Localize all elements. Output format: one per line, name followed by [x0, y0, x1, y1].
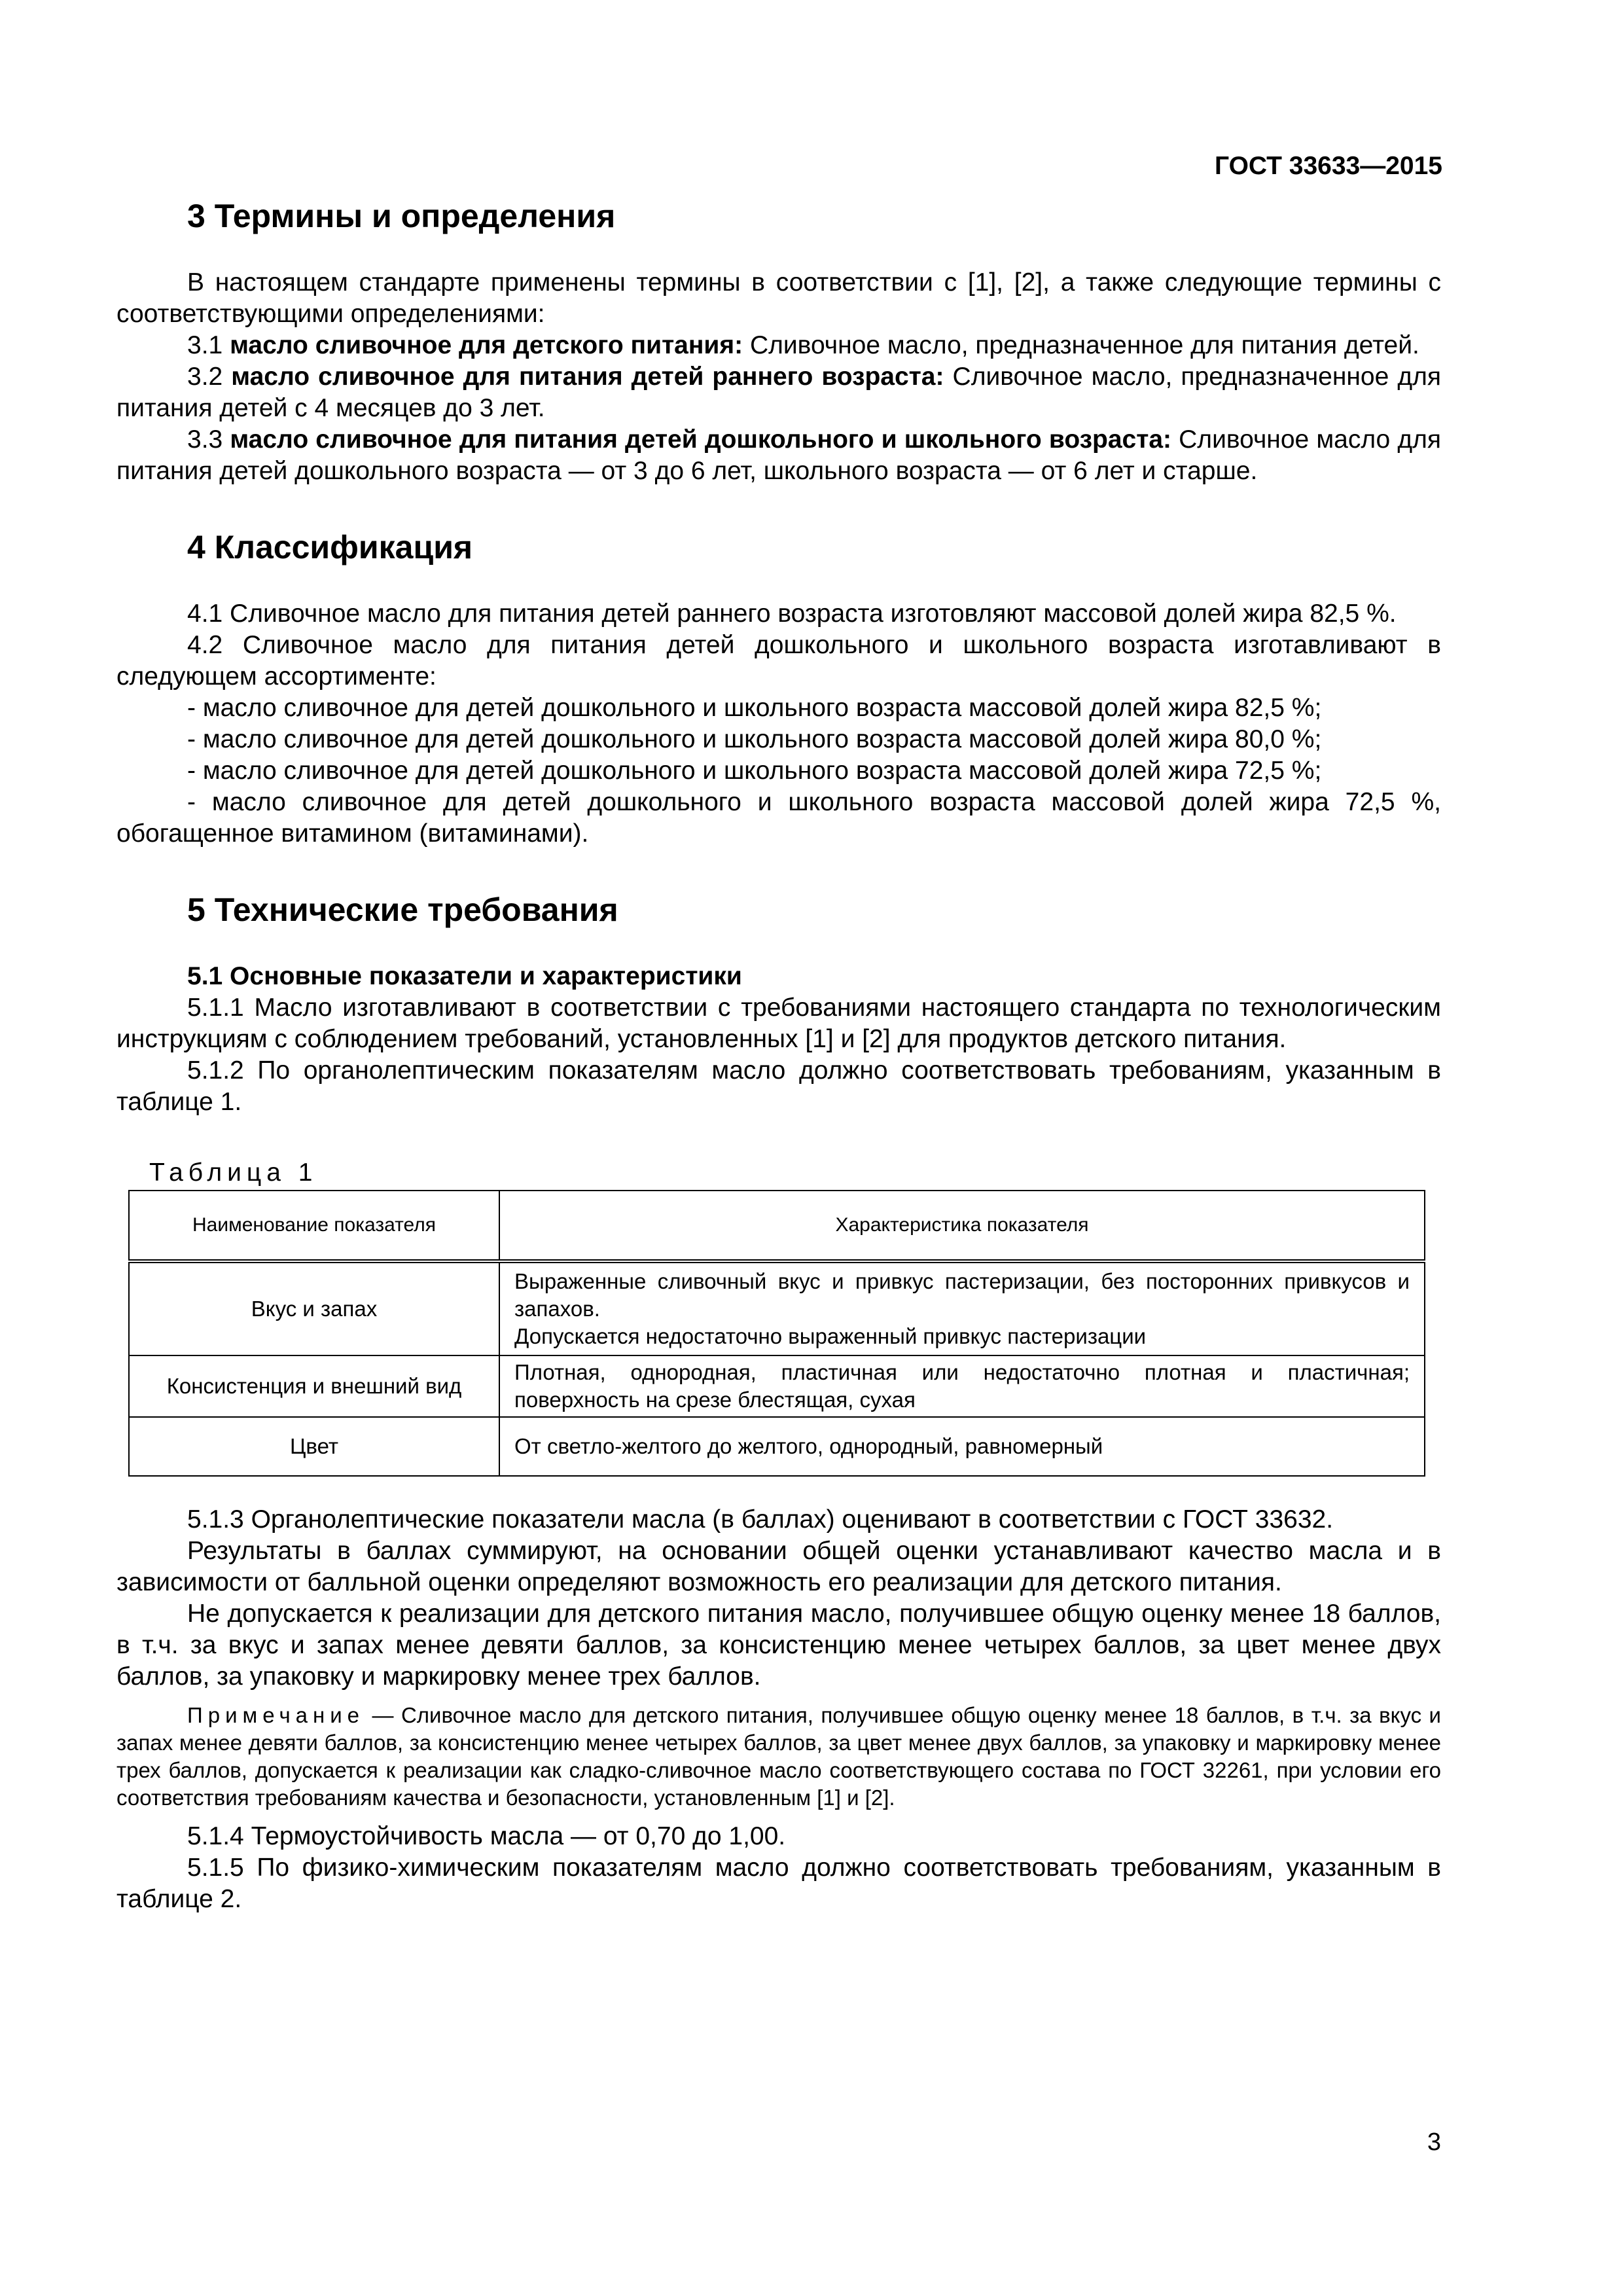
clause-5-1-1: 5.1.1 Масло изготавливают в соответствии с требованиями настоящего стандарта по технологическим инструкциям с соблюдением требований, установленных [1] и [2] для продуктов детского питания.: [116, 994, 1441, 1053]
note: [116, 1702, 1441, 1812]
table-cell-name: Цвет: [129, 1417, 499, 1476]
section-3-intro: В настоящем стандарте применены термины в соответствии с [1], [2], а также следующие термины с соответствующими определениями:: [116, 268, 1441, 328]
clause-5-1-2: 5.1.2 По органолептическим показателям масло должно соответствовать требованиям, указанным в таблице 1.: [116, 1056, 1441, 1116]
page-number: 3: [1427, 2128, 1441, 2156]
not-allowed-paragraph: Не допускается к реализации для детского питания масло, получившее общую оценку менее 18 баллов, в т.ч. за вкус и запах менее девяти баллов, за консистенцию менее четырех баллов, за цвет менее двух баллов, за упаковку и маркировку менее трех баллов.: [116, 1600, 1441, 1691]
term-3-3: [116, 424, 1441, 487]
clause-5-1-4: 5.1.4 Термоустойчивость масла — от 0,70 до 1,00.: [187, 1822, 786, 1850]
table-cell-name: Консистенция и внешний вид: [129, 1355, 499, 1417]
term-3-2-number: 3.2: [187, 363, 232, 391]
note-label: Примечание: [187, 1703, 365, 1727]
table-cell-value-line: Выраженные сливочный вкус и привкус пастеризации, без посторонних привкусов и запахов.: [514, 1269, 1410, 1321]
assortment-item: - масло сливочное для детей дошкольного и школьного возраста массовой долей жира 80,0 %;: [187, 725, 1322, 753]
term-3-3-term: масло сливочное для питания детей дошкольного и школьного возраста:: [230, 425, 1172, 454]
table-cell-value-line: Допускается недостаточно выраженный привкус пастеризации: [514, 1324, 1147, 1348]
table-row: [129, 1417, 1425, 1476]
table-cell-value: Плотная, однородная, пластичная или недостаточно плотная и пластичная; поверхность на срезе блестящая, сухая: [499, 1355, 1425, 1417]
term-3-1-definition: Сливочное масло, предназначенное для питания детей.: [743, 331, 1419, 359]
table-row: [129, 1261, 1425, 1355]
table-1-caption: Таблица 1: [149, 1158, 318, 1187]
assortment-item: - масло сливочное для детей дошкольного и школьного возраста массовой долей жира 82,5 %;: [187, 694, 1322, 722]
term-3-1-term: масло сливочное для детского питания:: [230, 331, 743, 359]
table-cell-value: [499, 1261, 1425, 1355]
table-1: [128, 1190, 1425, 1477]
document-body: [116, 196, 1441, 1915]
section-5-title: 5 Технические требования: [187, 891, 618, 928]
results-paragraph: Результаты в баллах суммируют, на основании общей оценки устанавливают качество масла и в зависимости от балльной оценки определяют возможность его реализации для детского питания.: [116, 1537, 1441, 1596]
clause-4-2: 4.2 Сливочное масло для питания детей дошкольного и школьного возраста изготавливают в следующем ассортименте:: [116, 631, 1441, 691]
term-3-1: [116, 330, 1441, 361]
table-cell-value: От светло-желтого до желтого, однородный, равномерный: [499, 1417, 1425, 1476]
subsection-5-1-title: 5.1 Основные показатели и характеристики: [187, 962, 742, 990]
document-code: ГОСТ 33633—2015: [1215, 152, 1442, 180]
table-row: [129, 1355, 1425, 1417]
term-3-2-term: масло сливочное для питания детей раннего возраста:: [231, 363, 944, 391]
assortment-item: - масло сливочное для детей дошкольного и школьного возраста массовой долей жира 72,5 %, обогащенное витамином (витаминами).: [116, 788, 1441, 848]
term-3-2: [116, 361, 1441, 424]
section-4-title: 4 Классификация: [187, 529, 473, 565]
term-3-3-number: 3.3: [187, 425, 230, 454]
table-cell-name: Вкус и запах: [129, 1261, 499, 1355]
term-3-1-number: 3.1: [187, 331, 230, 359]
note-text: — Сливочное масло для детского питания, получившее общую оценку менее 18 баллов, в т.ч. за вкус и запах менее девяти баллов, за консистенцию менее четырех баллов, за цвет менее двух баллов, за упаковку и маркировку менее трех баллов, допускается к реализации как сладко-сливочное масло соответствующего состава по ГОСТ 32261, при условии его соответствия требованиям качества и безопасности, установленным [1] и [2].: [116, 1703, 1441, 1810]
clause-5-1-3: 5.1.3 Органолептические показатели масла (в баллах) оценивают в соответствии с ГОСТ 33632.: [187, 1505, 1334, 1534]
table-header-name: Наименование показателя: [129, 1191, 499, 1261]
term-3-3-definition: Сливочное масло для питания детей дошкольного возраста — от 3 до 6 лет, школьного возраста — от 6 лет и старше.: [116, 425, 1441, 485]
clause-4-1: 4.1 Сливочное масло для питания детей раннего возраста изготовляют массовой долей жира 82,5 %.: [187, 600, 1397, 628]
section-3-title: 3 Термины и определения: [187, 198, 616, 234]
term-3-2-definition: Сливочное масло, предназначенное для питания детей с 4 месяцев до 3 лет.: [116, 363, 1441, 422]
table-header-row: [129, 1191, 1425, 1261]
table-header-characteristic: Характеристика показателя: [499, 1191, 1425, 1261]
assortment-item: - масло сливочное для детей дошкольного и школьного возраста массовой долей жира 72,5 %;: [187, 757, 1322, 785]
clause-5-1-5: 5.1.5 По физико-химическим показателям масло должно соответствовать требованиям, указанным в таблице 2.: [116, 1854, 1441, 1913]
